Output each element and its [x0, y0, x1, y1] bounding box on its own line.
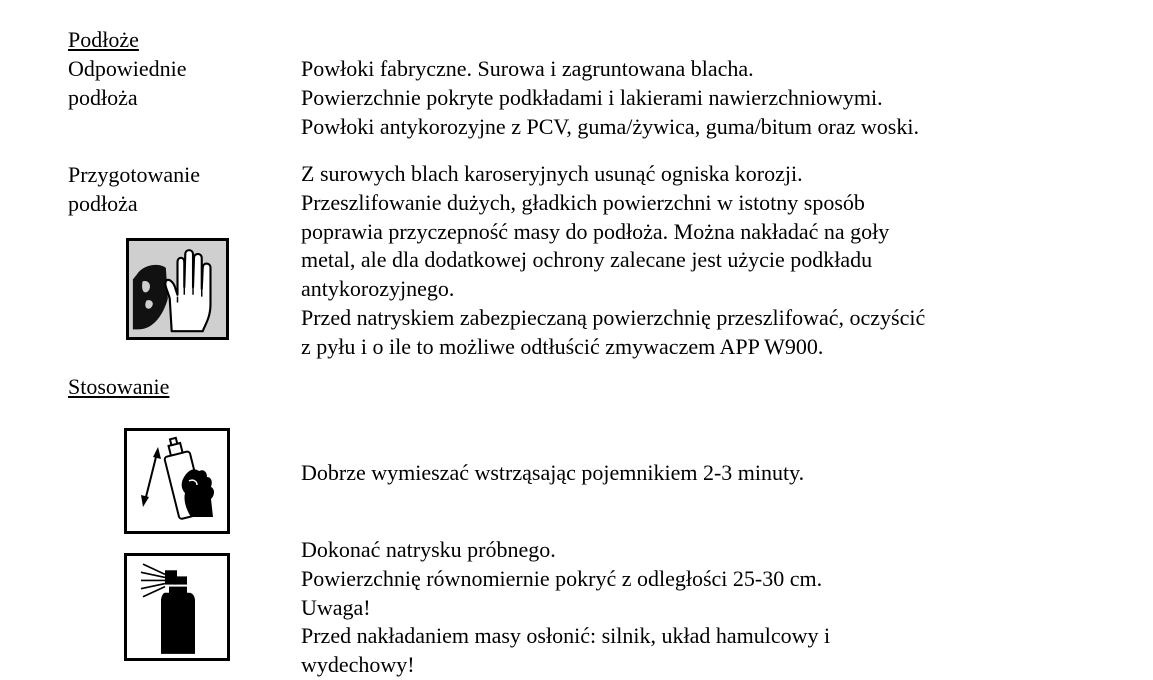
label-suitable-line2: podłoża	[68, 85, 138, 110]
shake-can-icon	[124, 428, 230, 534]
spray-can-icon	[124, 553, 230, 661]
text-line: Z surowych blach karoseryjnych usunąć ogniska korozji.	[301, 161, 803, 186]
section-heading-stosowanie: Stosowanie	[68, 374, 170, 399]
text-line: wydechowy!	[301, 652, 415, 678]
text-line: Uwaga!	[301, 594, 371, 620]
text-line: Przed natryskiem zabezpieczaną powierzchnię przeszlifować, oczyścić	[301, 304, 926, 330]
text-line: Powierzchnie pokryte podkładami i lakierami nawierzchniowymi.	[301, 84, 883, 110]
label-preparation-line2: podłoża	[68, 191, 138, 216]
text-line: z pyłu i o ile to możliwe odtłuścić zmywaczem APP W900.	[301, 333, 824, 359]
text-line: Przeszlifowanie dużych, gładkich powierzchni w istotny sposób	[301, 189, 865, 215]
section-heading-podloze: Podłoże	[68, 27, 139, 52]
text-line: antykorozyjnego.	[301, 276, 455, 302]
text-line: Powierzchnię równomiernie pokryć z odległości 25-30 cm.	[301, 565, 823, 591]
spray-instruction-text	[301, 536, 830, 680]
text-line: metal, ale dla dodatkowej ochrony zalecane jest użycie podkładu	[301, 247, 873, 273]
text-line: Powłoki fabryczne. Surowa i zagruntowana blacha.	[301, 56, 754, 81]
hand-wipe-surface-icon	[126, 238, 229, 340]
text-line: poprawia przyczepność masy do podłoża. Można nakładać na goły	[301, 218, 890, 244]
label-preparation-line1: Przygotowanie	[68, 162, 200, 187]
text-line: Powłoki antykorozyjne z PCV, guma/żywica, guma/bitum oraz woski.	[301, 113, 919, 139]
preparation-text	[301, 160, 925, 362]
text-line: Przed nakładaniem masy osłonić: silnik, układ hamulcowy i	[301, 623, 831, 649]
text-line: Dokonać natrysku próbnego.	[301, 537, 556, 562]
shake-instruction-text: Dobrze wymieszać wstrząsając pojemnikiem 2-3 minuty.	[301, 460, 805, 485]
label-suitable-line1: Odpowiednie	[68, 56, 187, 81]
suitable-substrates-text	[301, 55, 919, 141]
